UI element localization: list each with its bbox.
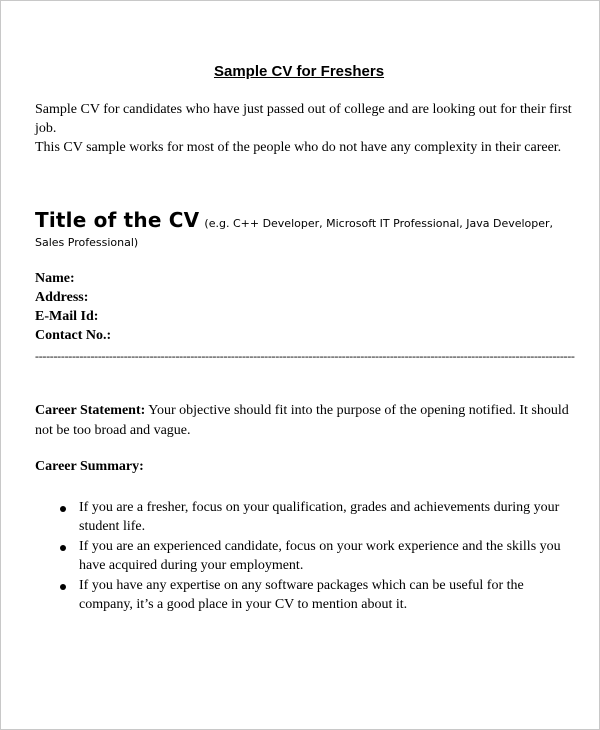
list-item-text: If you are a fresher, focus on your qualification, grades and achievements during your student life. — [79, 500, 560, 534]
cv-title-block — [35, 208, 575, 251]
career-summary-heading: Career Summary: — [35, 459, 144, 474]
intro-paragraph-2: This CV sample works for most of the people who do not have any complexity in their career. — [35, 140, 562, 155]
list-item-text: If you are an experienced candidate, focus on your work experience and the skills you have acquired during your employment. — [79, 539, 561, 573]
career-statement-label: Career Statement: — [35, 403, 146, 418]
cv-title-example: (e.g. C++ Developer, Microsoft IT Professional, Java Developer, Sales Professional) — [35, 217, 554, 249]
field-contact: Contact No.: — [35, 328, 112, 343]
dashed-divider: -------------------------------------------------------------------------------------------------------------------------------------------------- — [35, 349, 575, 363]
career-summary-list — [35, 498, 575, 615]
contact-fields — [35, 269, 111, 345]
bullet-icon — [60, 545, 66, 551]
list-item — [35, 537, 575, 575]
document-title: Sample CV for Freshers — [213, 63, 385, 80]
field-email: E-Mail Id: — [35, 309, 99, 324]
bullet-icon — [60, 506, 66, 512]
career-statement — [35, 401, 575, 441]
intro-paragraph-1: Sample CV for candidates who have just passed out of college and are looking out for their first job. — [35, 102, 572, 136]
field-address: Address: — [35, 290, 89, 305]
field-name: Name: — [35, 271, 75, 286]
list-item-text: If you have any expertise on any software packages which can be useful for the company, it’s a good place in your CV to mention about it. — [79, 578, 524, 612]
cv-title-heading: Title of the CV — [35, 208, 200, 232]
list-item — [35, 576, 575, 614]
career-statement-text: Your objective should fit into the purpose of the opening notified. It should not be too broad and vague. — [35, 403, 569, 438]
list-item — [35, 498, 575, 536]
intro-text — [35, 100, 575, 157]
bullet-icon — [60, 584, 66, 590]
